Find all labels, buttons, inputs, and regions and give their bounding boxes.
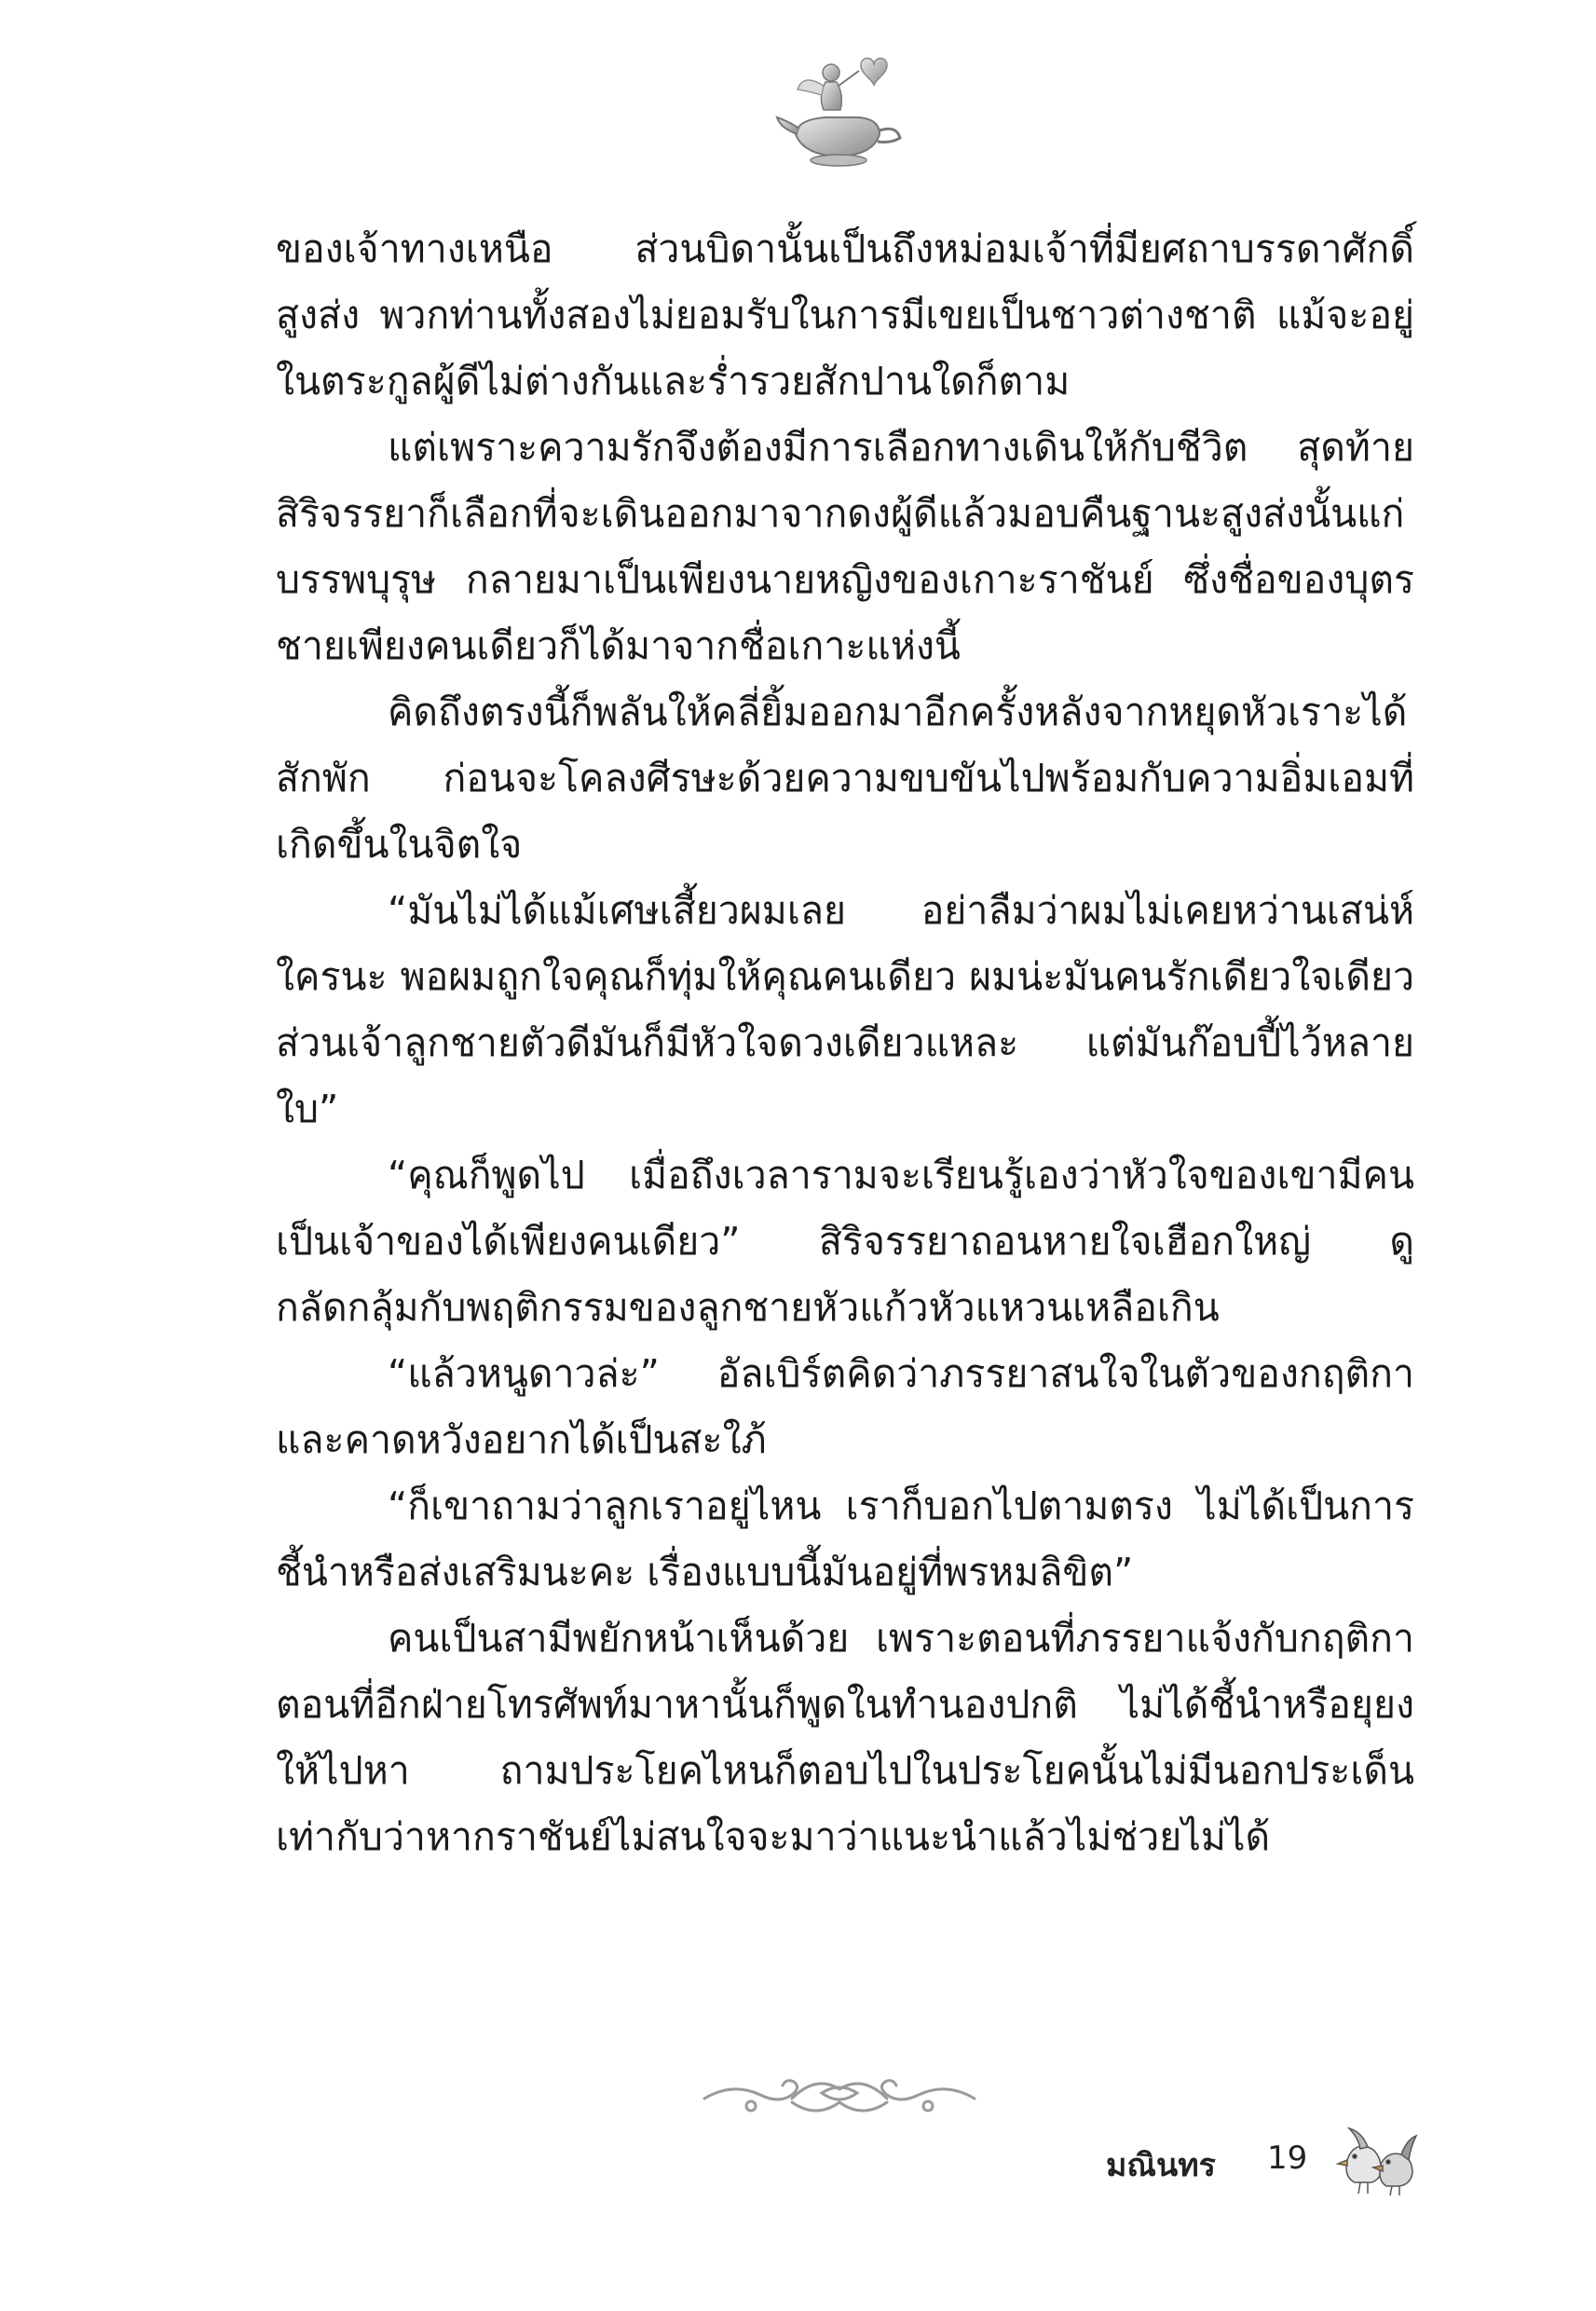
paragraph-6: “แล้วหนูดาวล่ะ” อัลเบิร์ตคิดว่าภรรยาสนใจในตัวของกฤติกาและคาดหวังอยากได้เป็นสะใภ้ <box>276 1351 1414 1462</box>
paragraph-4: “มันไม่ได้แม้เศษเสี้ยวผมเลย อย่าลืมว่าผมไม่เคยหว่านเสน่ห์ใครนะ พอผมถูกใจคุณก็ทุ่มให้คุณคนเดียว ผมน่ะมันคนรักเดียวใจเดียว ส่วนเจ้าลูกชายตัวดีมันก็มีหัวใจดวงเดียวแหละ แต่มันก๊อบปี้ไว้หลายใบ” <box>276 888 1414 1131</box>
body-text <box>276 216 1414 1870</box>
paragraph-5: “คุณก็พูดไป เมื่อถึงเวลารามจะเรียนรู้เองว่าหัวใจของเขามีคนเป็นเจ้าของได้เพียงคนเดียว” สิริจรรยาถอนหายใจเฮือกใหญ่ ดูกลัดกลุ้มกับพฤติกรรมของลูกชายหัวแก้วหัวแหวนเหลือเกิน <box>276 1153 1414 1330</box>
paragraph-1: ของเจ้าทางเหนือ ส่วนบิดานั้นเป็นถึงหม่อมเจ้าที่มียศถาบรรดาศักดิ์สูงส่ง พวกท่านทั้งสองไม่ยอมรับในการมีเขยเป็นชาวต่างชาติ แม้จะอยู่ในตระกูลผู้ดีไม่ต่างกันและร่ำรวยสักปานใดก็ตาม <box>276 226 1414 403</box>
seagulls-icon <box>1334 2123 1418 2197</box>
flourish-divider-icon <box>695 2061 984 2126</box>
running-footer-author: มณินทร <box>1106 2147 1216 2184</box>
cupid-teapot-ornament-icon <box>770 45 909 185</box>
paragraph-8: คนเป็นสามีพยักหน้าเห็นด้วย เพราะตอนที่ภรรยาแจ้งกับกฤติกาตอนที่อีกฝ่ายโทรศัพท์มาหานั้นก็พูดในทำนองปกติ ไม่ได้ชี้นำหรือยุยงให้ไปหา ถามประโยคไหนก็ตอบไปในประโยคนั้นไม่มีนอกประเด็นเท่ากับว่าหากราชันย์ไม่สนใจจะมาว่าแนะนำแล้วไม่ช่วยไม่ได้ <box>276 1616 1414 1859</box>
paragraph-2: แต่เพราะความรักจึงต้องมีการเลือกทางเดินให้กับชีวิต สุดท้ายสิริจรรยาก็เลือกที่จะเดินออกมาจากดงผู้ดีแล้วมอบคืนฐานะสูงส่งนั้นแก่บรรพบุรุษ กลายมาเป็นเพียงนายหญิงของเกาะราชันย์ ซึ่งชื่อของบุตรชายเพียงคนเดียวก็ได้มาจากชื่อเกาะแห่งนี้ <box>276 425 1414 668</box>
paragraph-7: “ก็เขาถามว่าลูกเราอยู่ไหน เราก็บอกไปตามตรง ไม่ได้เป็นการชี้นำหรือส่งเสริมนะคะ เรื่องแบบนี้มันอยู่ที่พรหมลิขิต” <box>276 1484 1414 1594</box>
paragraph-3: คิดถึงตรงนี้ก็พลันให้คลี่ยิ้มออกมาอีกครั้งหลังจากหยุดหัวเราะได้สักพัก ก่อนจะโคลงศีรษะด้วยความขบขันไปพร้อมกับความอิ่มเอมที่เกิดขึ้นในจิตใจ <box>276 690 1414 867</box>
page-number: 19 <box>1267 2140 1308 2177</box>
